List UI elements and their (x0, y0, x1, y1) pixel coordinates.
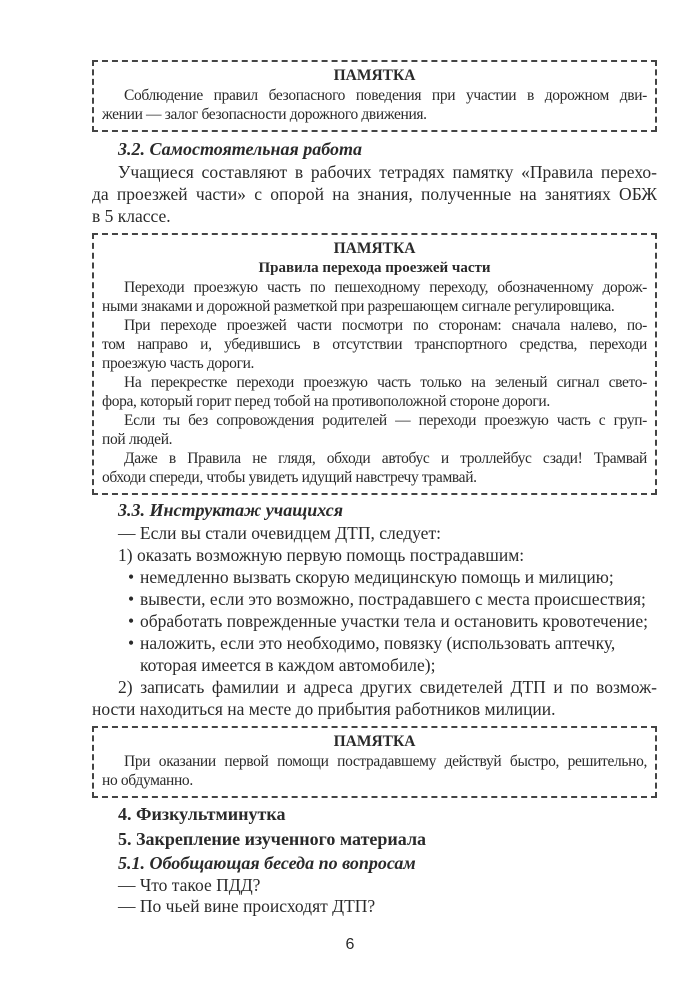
memo-line: но обдуманно. (102, 772, 193, 789)
memo-line: пой людей. (102, 431, 173, 448)
list-item: 1) оказать возможную первую помощь пострадавшим: (118, 545, 525, 565)
sections-4-5 (92, 802, 657, 917)
section-heading: 3.2. Самостоятельная работа (118, 139, 363, 159)
memo-line: ными знаками и дорожной разметкой при разрешающем сигнале регулировщика. (102, 298, 615, 315)
memo-subtitle: Правила перехода проезжей части (258, 260, 491, 276)
bullet-item: • наложить, если это необходимо, повязку (использовать аптечку, (128, 633, 616, 653)
memo-box-3 (92, 726, 657, 798)
section-3-3 (92, 499, 657, 720)
bullet-item: • обработать поврежденные участки тела и остановить кровотечение; (128, 611, 648, 631)
memo-line: На перекрестке переходи проезжую часть только на зеленый сигнал свето- (124, 374, 647, 391)
memo-line: фора, который горит перед тобой на противоположной стороне дороги. (102, 393, 550, 410)
memo-line: Соблюдение правил безопасного поведения при участии в дорожном дви- (124, 87, 647, 104)
section-heading: 4. Физкультминутка (118, 804, 286, 824)
paragraph-line: в 5 классе. (92, 206, 171, 226)
section-heading: 5.1. Обобщающая беседа по вопросам (118, 853, 416, 873)
bullet-item: • немедленно вызвать скорую медицинскую помощь и милицию; (128, 567, 614, 587)
bullet-icon: • (128, 589, 135, 609)
paragraph-line: Учащиеся составляют в рабочих тетрадях памятку «Правила перехо- (118, 162, 657, 182)
memo-line: Если ты без сопровождения родителей — переходи проезжую часть с груп- (124, 412, 647, 429)
memo-title: ПАМЯТКА (333, 733, 416, 750)
memo-line: При оказании первой помощи пострадавшему действуй быстро, решительно, (124, 753, 647, 770)
memo-box-1 (92, 60, 657, 132)
memo-line: Даже в Правила не глядя, обходи автобус и троллейбус сзади! Трамвай (124, 450, 647, 467)
bullet-continuation: которая имеется в каждом автомобиле); (140, 655, 436, 675)
memo-box-2 (92, 233, 657, 495)
memo-title: ПАМЯТКА (333, 240, 416, 257)
memo-title: ПАМЯТКА (333, 67, 416, 84)
memo-line: том направо и, убедившись в отсутствии транспортного средства, переходи (102, 336, 647, 353)
question: — Что такое ПДД? (118, 875, 261, 895)
page-number: 6 (345, 936, 355, 953)
memo-line: обходи спереди, чтобы увидеть идущий навстречу трамвай. (102, 469, 477, 486)
bullet-icon: • (128, 633, 135, 653)
paragraph-line: — Если вы стали очевидцем ДТП, следует: (118, 523, 441, 543)
memo-line: Переходи проезжую часть по пешеходному переходу, обозначенному дорож- (124, 279, 647, 296)
page-content (92, 60, 657, 917)
memo-line: проезжую часть дороги. (102, 355, 255, 372)
memo-line: жении — залог безопасности дорожного движения. (102, 106, 427, 123)
question: — По чьей вине происходят ДТП? (118, 896, 376, 916)
section-heading: 5. Закрепление изученного материала (118, 829, 427, 849)
list-item: ности находиться на месте до прибытия работников милиции. (92, 699, 556, 719)
section-heading: 3.3. Инструктаж учащихся (118, 500, 344, 520)
section-3-2 (92, 138, 657, 227)
memo-line: При переходе проезжей части посмотри по сторонам: сначала налево, по- (124, 317, 647, 334)
bullet-item: • вывести, если это возможно, пострадавшего с места происшествия; (128, 589, 646, 609)
list-item: 2) записать фамилии и адреса других свидетелей ДТП и по возмож- (118, 677, 657, 697)
paragraph-line: да проезжей части» с опорой на знания, полученные на занятиях ОБЖ (92, 184, 657, 204)
bullet-icon: • (128, 611, 135, 631)
bullet-icon: • (128, 567, 135, 587)
